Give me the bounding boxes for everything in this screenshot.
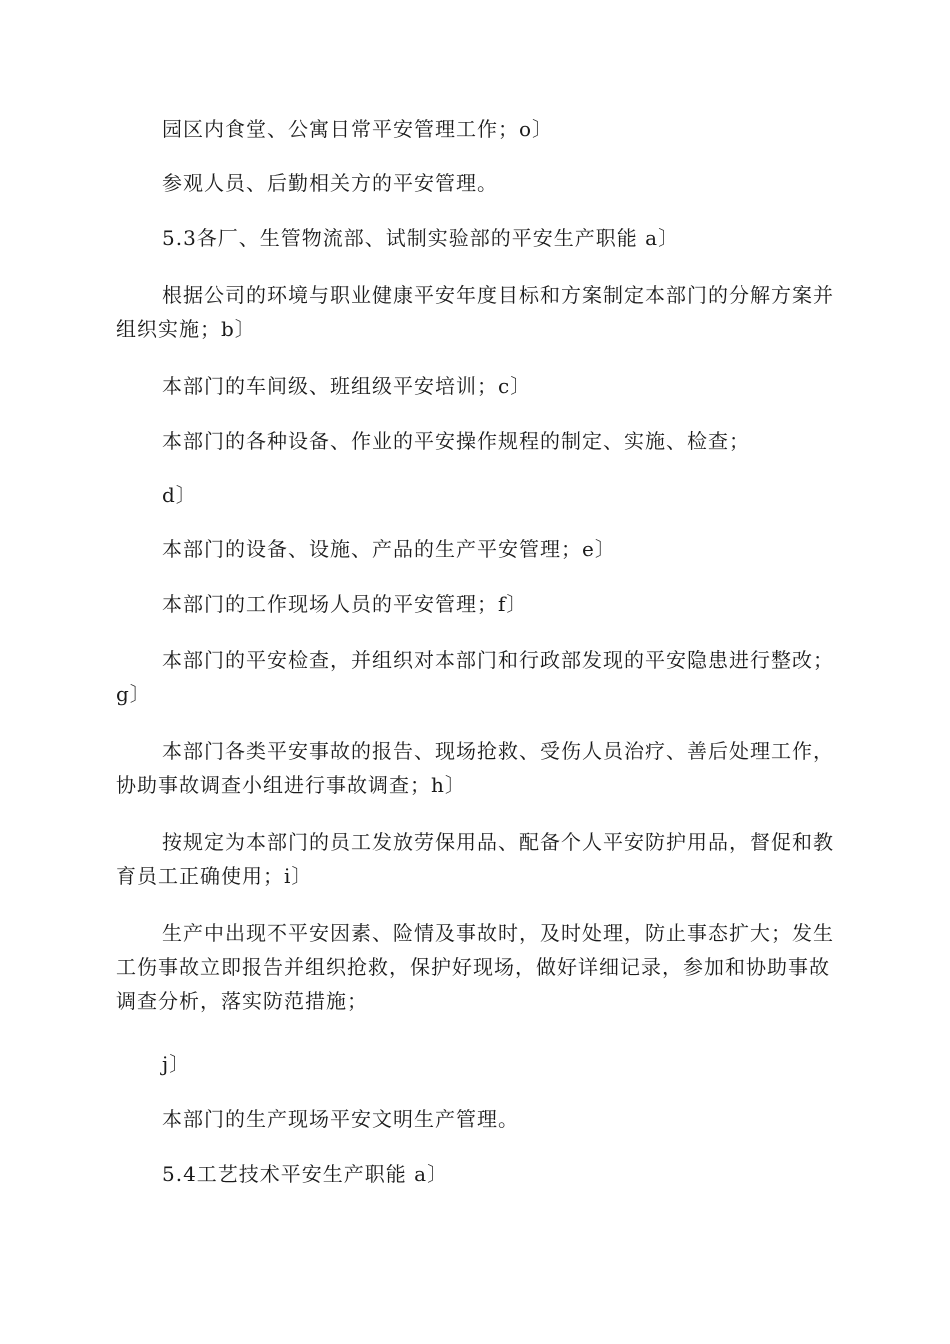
paragraph-hazard-handling: 生产中出现不平安因素、险情及事故时，及时处理，防止事态扩大；发生工伤事故立即报告并组织抢救，保护好现场，做好详细记录，参加和协助事故调查分析，落实防范措施； bbox=[116, 921, 834, 1013]
heading-5-3: 5.3各厂、生管物流部、试制实验部的平安生产职能 a〕 bbox=[162, 226, 680, 250]
paragraph-item-j: j〕 bbox=[162, 1052, 191, 1076]
paragraph-training: 本部门的车间级、班组级平安培训；c〕 bbox=[162, 374, 532, 398]
heading-5-4: 5.4工艺技术平安生产职能 a〕 bbox=[162, 1162, 449, 1186]
paragraph-annual-targets: 根据公司的环境与职业健康平安年度目标和方案制定本部门的分解方案并组织实施；b〕 bbox=[116, 283, 834, 341]
paragraph-civilized-production: 本部门的生产现场平安文明生产管理。 bbox=[162, 1107, 519, 1131]
paragraph-site-personnel: 本部门的工作现场人员的平安管理；f〕 bbox=[162, 592, 528, 616]
paragraph-protective-equipment: 按规定为本部门的员工发放劳保用品、配备个人平安防护用品，督促和教育员工正确使用；i〕 bbox=[116, 830, 834, 888]
paragraph-equipment-safety: 本部门的设备、设施、产品的生产平安管理；e〕 bbox=[162, 537, 616, 561]
paragraph-visitor-safety: 参观人员、后勤相关方的平安管理。 bbox=[162, 171, 498, 195]
paragraph-operating-rules: 本部门的各种设备、作业的平安操作规程的制定、实施、检查； bbox=[162, 429, 750, 453]
paragraph-safety-inspection: 本部门的平安检查，并组织对本部门和行政部发现的平安隐患进行整改；g〕 bbox=[116, 648, 834, 706]
paragraph-canteen-safety: 园区内食堂、公寓日常平安管理工作；o〕 bbox=[162, 117, 554, 141]
paragraph-accident-reporting: 本部门各类平安事故的报告、现场抢救、受伤人员治疗、善后处理工作，协助事故调查小组进行事故调查；h〕 bbox=[116, 739, 834, 797]
paragraph-item-d: d〕 bbox=[162, 483, 197, 507]
